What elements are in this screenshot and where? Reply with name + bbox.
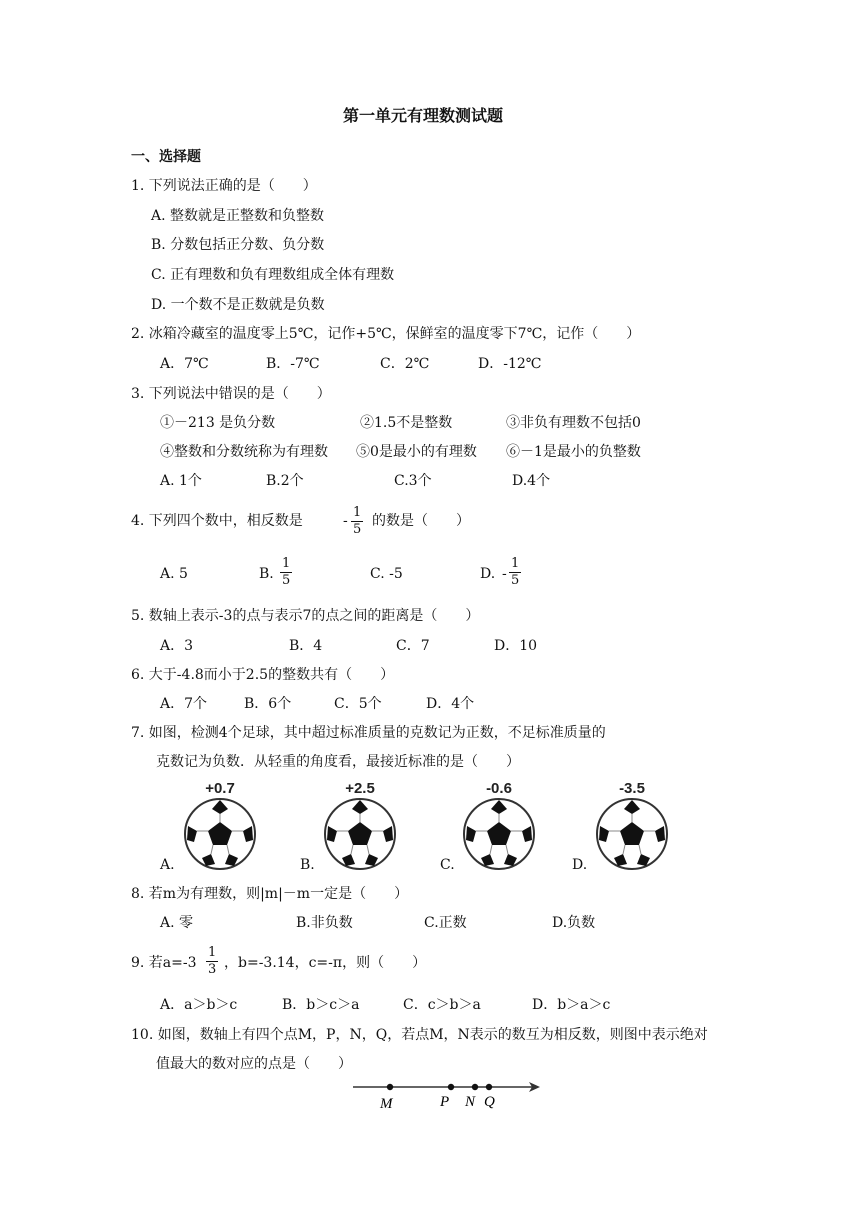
question-7-option-b-letter: B.	[300, 857, 315, 873]
question-2-option-a: A．7℃	[160, 356, 209, 372]
question-3-option-d: D.4个	[512, 473, 551, 489]
question-7-line-1: 7. 如图，检测4个足球，其中超过标准质量的克数记为正数，不足标准质量的	[131, 725, 606, 741]
question-4-stem-post: 的数是（ ）	[372, 513, 470, 529]
soccer-ball-icon	[592, 796, 672, 870]
fraction-numerator: 1	[208, 945, 217, 960]
question-6-option-a: A．7个	[160, 696, 208, 712]
question-9-option-c: C．c＞b＞a	[403, 997, 481, 1013]
question-8-option-a: A. 零	[160, 915, 194, 931]
section-heading: 一、选择题	[131, 149, 201, 165]
question-10-line-1: 10. 如图，数轴上有四个点M，P，N，Q，若点M，N表示的数互为相反数，则图中表示绝对	[131, 1027, 708, 1043]
question-1-option-a: A. 整数就是正整数和负整数	[151, 208, 325, 224]
question-8-option-c: C.正数	[424, 915, 467, 931]
question-9-option-d: D．b＞a＞c	[532, 997, 611, 1013]
point-n-label: N	[465, 1094, 476, 1110]
question-4-option-d: D.	[480, 566, 496, 582]
point-q-dot	[486, 1084, 492, 1090]
page-title: 第一单元有理数测试题	[343, 106, 504, 125]
question-8-stem: 8. 若m为有理数，则|m|－m一定是（ ）	[131, 886, 409, 902]
question-6-option-b: B．6个	[244, 696, 292, 712]
fraction-denominator: 3	[208, 962, 217, 977]
point-p-dot	[448, 1084, 454, 1090]
point-m-dot	[387, 1084, 393, 1090]
question-3-option-b: B.2个	[266, 473, 304, 489]
question-2-stem: 2. 冰箱冷藏室的温度零上5℃，记作+5℃，保鲜室的温度零下7℃，记作（ ）	[131, 326, 641, 342]
ball-mass-label: +2.5	[345, 780, 375, 797]
question-3-option-c: C.3个	[394, 473, 432, 489]
question-5-option-b: B．4	[289, 638, 323, 654]
question-6-option-d: D．4个	[426, 696, 475, 712]
fraction-denominator: 5	[282, 573, 291, 588]
question-3-statement-6: ⑥－1是最小的负整数	[506, 444, 641, 460]
question-8-option-b: B.非负数	[296, 915, 353, 931]
soccer-ball-a	[180, 780, 260, 870]
fraction-numerator: 1	[353, 505, 362, 520]
question-8-option-d: D.负数	[552, 915, 596, 931]
question-4-option-a: A. 5	[160, 566, 188, 582]
question-1-stem: 1. 下列说法正确的是（ ）	[131, 178, 317, 194]
soccer-ball-icon	[180, 796, 260, 870]
question-9-stem-post: ，b=-3.14，c=-π，则（ ）	[224, 955, 427, 971]
question-5-option-c: C．7	[396, 638, 430, 654]
question-3-statement-5: ⑤0是最小的有理数	[356, 444, 477, 460]
question-9-option-a: A．a＞b＞c	[160, 997, 238, 1013]
soccer-ball-b	[320, 780, 400, 870]
fraction-denominator: 5	[353, 522, 362, 537]
question-4-stem-pre: 4. 下列四个数中，相反数是	[131, 513, 303, 529]
question-9-fraction	[206, 945, 218, 978]
question-7-option-c-letter: C.	[440, 857, 455, 873]
question-1-option-b: B. 分数包括正分数、负分数	[151, 237, 325, 253]
number-line-diagram	[348, 1076, 548, 1116]
question-10-line-2: 值最大的数对应的点是（ ）	[156, 1056, 352, 1072]
question-7-option-d-letter: D.	[572, 857, 588, 873]
ball-mass-label: -0.6	[486, 780, 512, 797]
question-7-option-a-letter: A.	[160, 857, 175, 873]
question-9-stem-pre: 9. 若a=-3	[131, 955, 197, 971]
question-3-statement-2: ②1.5不是整数	[360, 415, 453, 431]
question-4-option-b: B.	[259, 566, 274, 582]
question-3-statement-4: ④整数和分数统称为有理数	[160, 444, 328, 460]
point-n-dot	[472, 1084, 478, 1090]
question-2-option-c: C．2℃	[380, 356, 430, 372]
ball-mass-label: +0.7	[205, 780, 235, 797]
soccer-ball-d	[592, 780, 672, 870]
question-4-stem-minus: -	[343, 513, 348, 529]
fraction-numerator: 1	[282, 556, 291, 571]
question-3-stem: 3. 下列说法中错误的是（ ）	[131, 386, 331, 402]
question-5-option-d: D．10	[494, 638, 538, 654]
soccer-ball-c	[459, 780, 539, 870]
question-2-option-d: D．-12℃	[478, 356, 542, 372]
question-5-option-a: A．3	[160, 638, 194, 654]
question-2-option-b: B．-7℃	[266, 356, 320, 372]
question-3-option-a: A. 1个	[160, 473, 202, 489]
question-1-option-c: C. 正有理数和负有理数组成全体有理数	[151, 267, 395, 283]
question-4-option-d-fraction	[509, 556, 521, 589]
question-4-option-b-fraction	[280, 556, 292, 589]
point-p-label: P	[440, 1094, 450, 1110]
soccer-ball-icon	[320, 796, 400, 870]
question-9-option-b: B．b＞c＞a	[282, 997, 360, 1013]
question-7-line-2: 克数记为负数．从轻重的角度看，最接近标准的是（ ）	[156, 754, 520, 770]
question-6-stem: 6. 大于-4.8而小于2.5的整数共有（ ）	[131, 667, 395, 683]
question-4-stem-fraction	[351, 505, 363, 538]
point-q-label: Q	[484, 1094, 495, 1110]
fraction-denominator: 5	[511, 573, 520, 588]
question-6-option-c: C．5个	[334, 696, 382, 712]
ball-mass-label: -3.5	[619, 780, 645, 797]
question-4-option-d-minus: -	[502, 566, 507, 582]
soccer-ball-icon	[459, 796, 539, 870]
point-m-label: M	[380, 1096, 393, 1112]
question-3-statement-3: ③非负有理数不包括0	[506, 415, 641, 431]
question-3-statement-1: ①－213 是负分数	[160, 415, 276, 431]
question-1-option-d: D. 一个数不是正数就是负数	[151, 297, 325, 313]
question-5-stem: 5. 数轴上表示-3的点与表示7的点之间的距离是（ ）	[131, 608, 480, 624]
question-4-option-c: C. -5	[370, 566, 403, 582]
fraction-numerator: 1	[511, 556, 520, 571]
